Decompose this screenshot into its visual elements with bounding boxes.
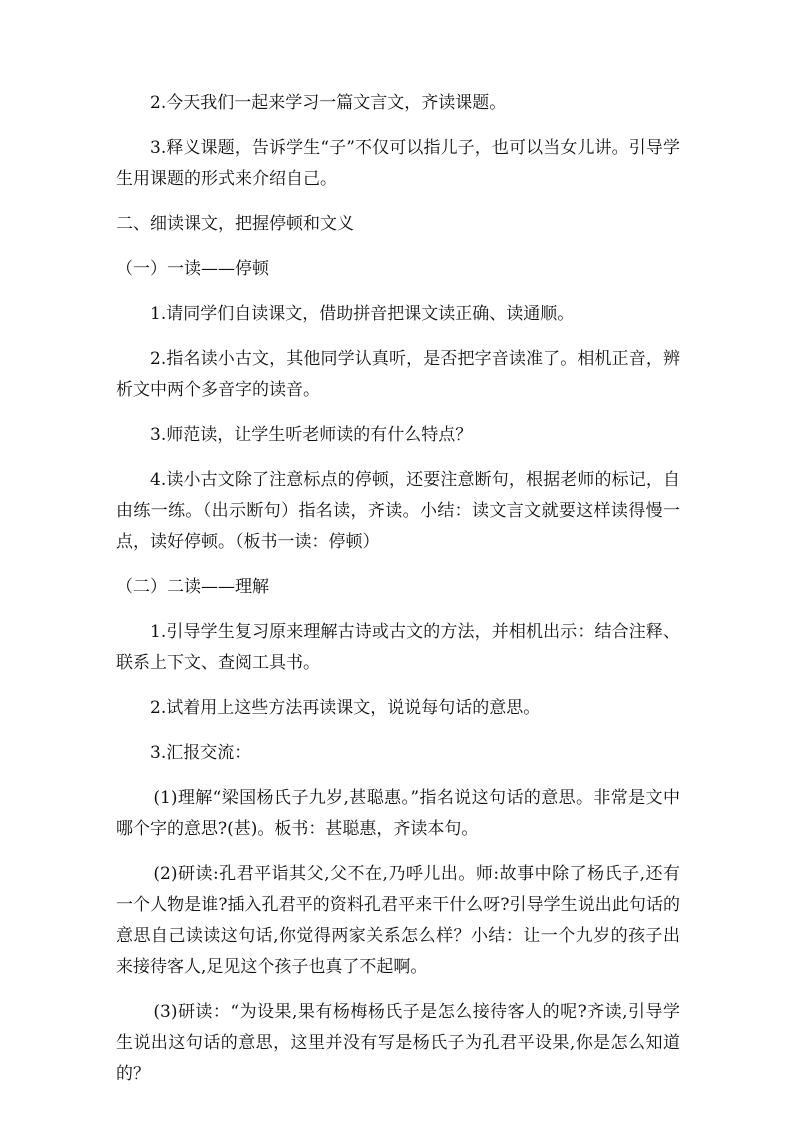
subsection-heading-2: （二）二读——理解 [116, 577, 269, 597]
paragraph-intro-2: 2.今天我们一起来学习一篇文言文，齐读课题。 [150, 93, 507, 113]
paragraph-read1-3: 3.师范读，让学生听老师读的有什么特点？ [150, 425, 473, 445]
paragraph-read2-1: 1.引导学生复习原来理解古诗或古文的方法，并相机出示：结合注释、联系上下文、查阅工具书。 [116, 622, 680, 673]
section-heading-2: 二、细读课文，把握停顿和文义 [116, 214, 354, 234]
paragraph-exchange-1: (1)理解“梁国杨氏子九岁,甚聪惠。”指名说这句话的意思。非常是文中哪个字的意思?(甚)。板书：甚聪惠，齐读本句。 [116, 788, 680, 839]
paragraph-read2-3: 3.汇报交流： [150, 743, 252, 763]
paragraph-exchange-3: (3)研读：“为设果,果有杨梅杨氏子是怎么接待客人的呢?齐读,引导学生说出这句话的意思，这里并没有写是杨氏子为孔君平设果,你是怎么知道的？ [116, 1002, 680, 1084]
paragraph-exchange-2: (2)研读:孔君平诣其父,父不在,乃呼儿出。师:故事中除了杨氏子,还有一个人物是谁?插入孔君平的资料孔君平来干什么呀?引导学生说出此句话的意思自己读读这句话,你觉得两家关系怎么样？小结：让一个九岁的孩子出来接待客人,足见这个孩子也真了不起啊。 [116, 864, 680, 977]
paragraph-read1-4: 4.读小古文除了注意标点的停顿，还要注意断句，根据老师的标记，自由练一练。（出示断句）指名读，齐读。小结：读文言文就要这样读得慢一点，读好停顿。（板书一读：停顿） [116, 470, 680, 552]
paragraph-intro-3: 3.释义课题，告诉学生“子”不仅可以指儿子，也可以当女儿讲。引导学生用课题的形式来介绍自己。 [116, 138, 680, 189]
document-page [116, 88, 680, 1104]
paragraph-read1-1: 1.请同学们自读课文，借助拼音把课文读正确、读通顺。 [150, 304, 575, 324]
subsection-heading-1: （一）一读——停顿 [116, 259, 269, 279]
paragraph-read1-2: 2.指名读小古文，其他同学认真听，是否把字音读准了。相机正音，辨析文中两个多音字的读音。 [116, 349, 680, 400]
paragraph-read2-2: 2.试着用上这些方法再读课文，说说每句话的意思。 [150, 698, 541, 718]
